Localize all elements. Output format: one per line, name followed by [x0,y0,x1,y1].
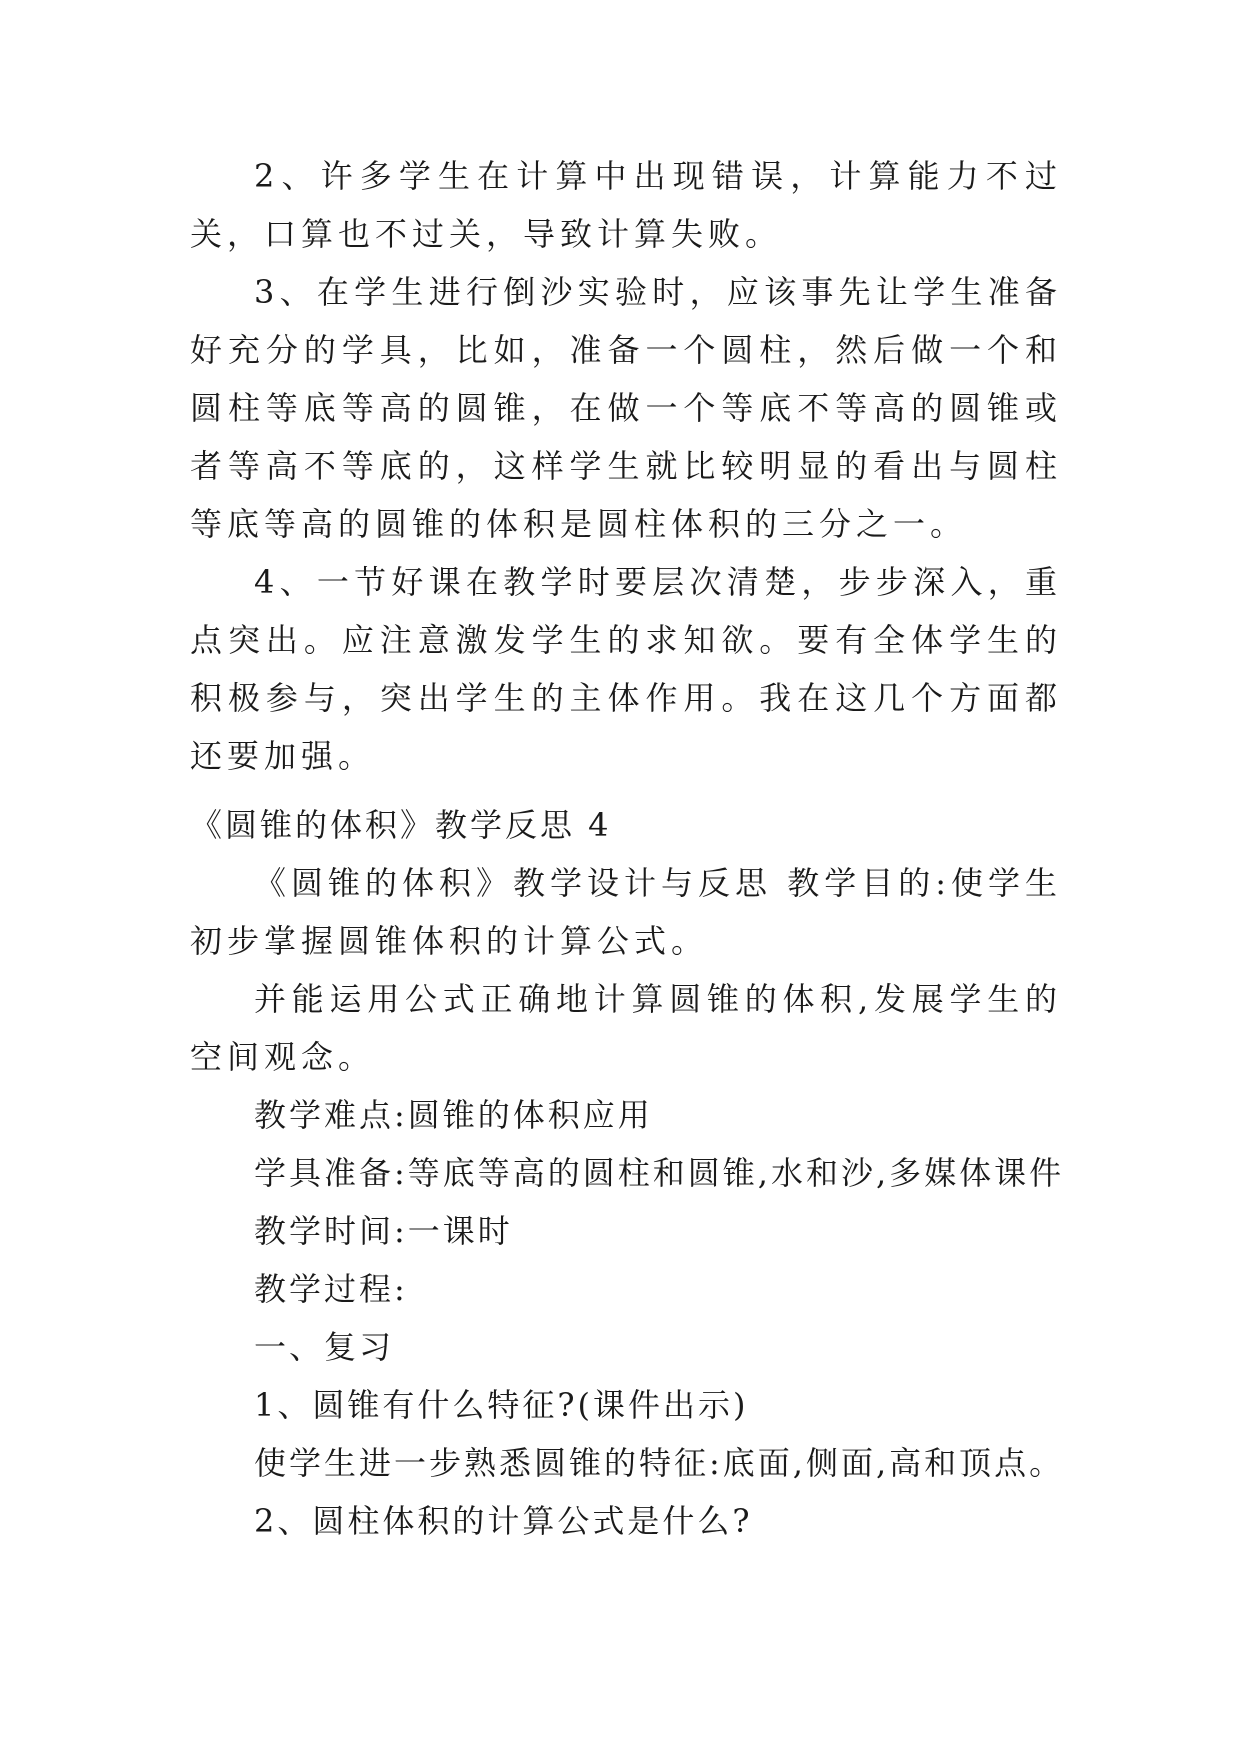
reflection-points [190,147,1062,785]
step-review-heading: 一、复习 [254,1328,395,1366]
section-goal: 并能运用公式正确地计算圆锥的体积,发展学生的空间观念。 [190,980,1062,1076]
review-question-2: 2、圆柱体积的计算公式是什么? [254,1502,753,1540]
review-question-1: 1、圆锥有什么特征?(课件出示) [254,1386,749,1424]
section-intro: 《圆锥的体积》教学设计与反思 教学目的:使学生初步掌握圆锥体积的计算公式。 [190,864,1062,960]
point-4-paragraph: 4、一节好课在教学时要层次清楚，步步深入，重点突出。应注意激发学生的求知欲。要有全体学生的积极参与，突出学生的主体作用。我在这几个方面都还要加强。 [190,563,1062,775]
review-answer-1: 使学生进一步熟悉圆锥的特征:底面,侧面,高和顶点。 [254,1444,1065,1482]
point-3-paragraph: 3、在学生进行倒沙实验时，应该事先让学生准备好充分的学具，比如，准备一个圆柱，然后做一个和圆柱等底等高的圆锥，在做一个等底不等高的圆锥或者等高不等底的，这样学生就比较明显的看出与圆柱等底等高的圆锥的体积是圆柱体积的三分之一。 [190,273,1062,543]
teaching-time: 教学时间:一课时 [254,1212,513,1250]
section-title: 《圆锥的体积》教学反思 4 [190,806,612,844]
section-4 [190,796,1065,1550]
teaching-difficulty: 教学难点:圆锥的体积应用 [254,1096,653,1134]
point-2-paragraph: 2、许多学生在计算中出现错误，计算能力不过关，口算也不过关，导致计算失败。 [190,157,1062,253]
teaching-process: 教学过程: [254,1270,408,1308]
materials-prep: 学具准备:等底等高的圆柱和圆锥,水和沙,多媒体课件 [254,1154,1065,1192]
